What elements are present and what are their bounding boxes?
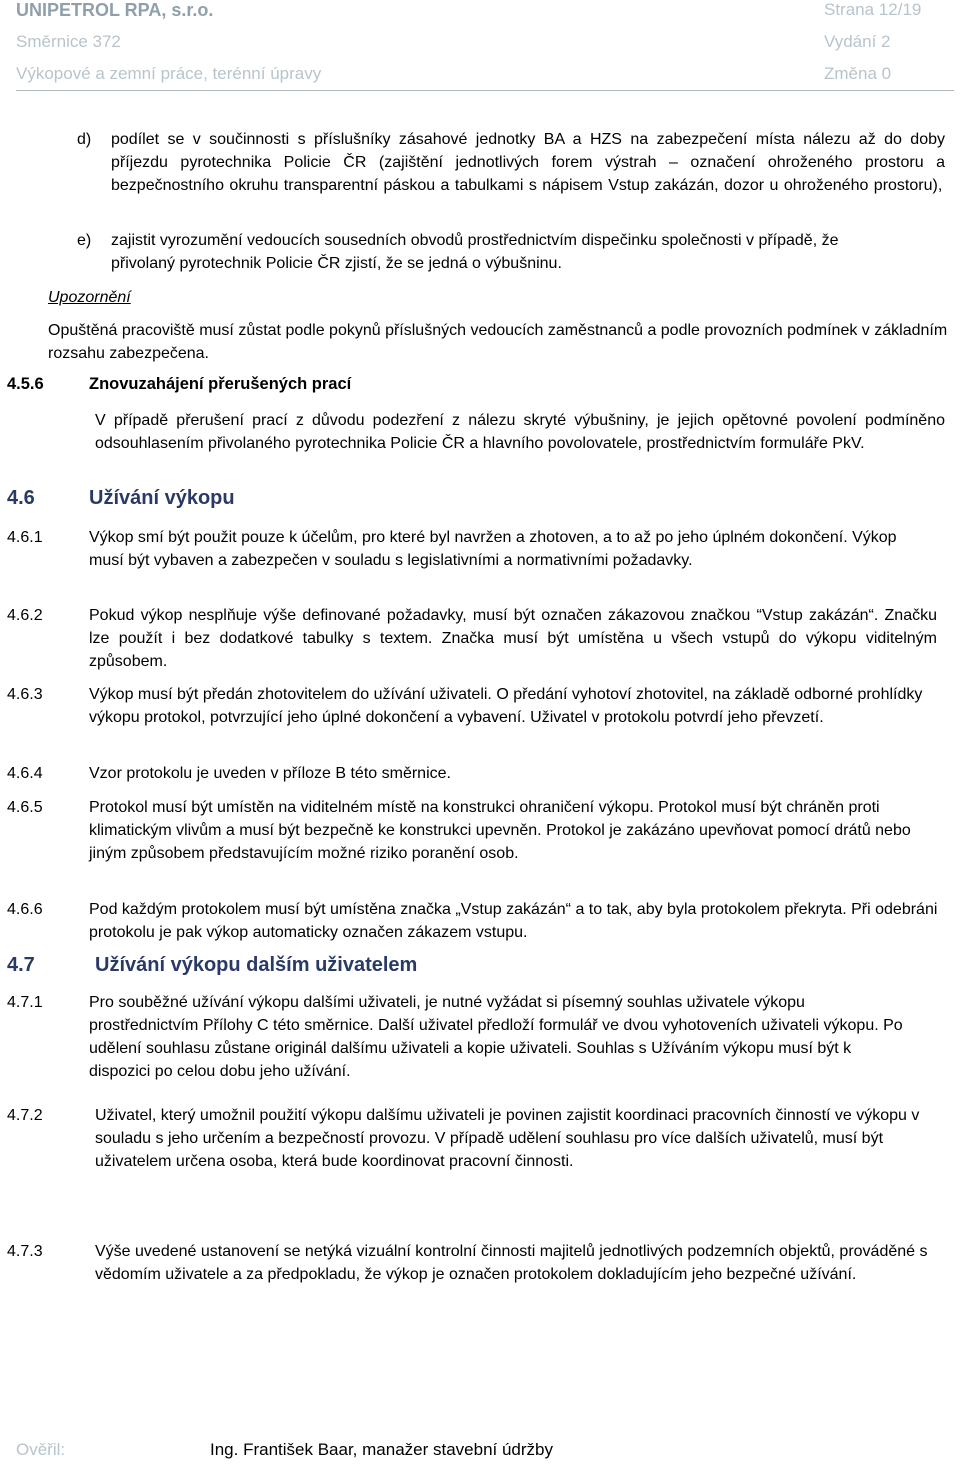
list-marker-d: d) — [77, 131, 92, 148]
list-item-e: zajistit vyrozumění vedoucích sousedních obvodů prostřednictvím dispečinku společnosti v případě, že přivolaný pyrotechnik Policie ČR zjistí, že se jedná o výbušninu. — [111, 232, 839, 272]
list-marker-e: e) — [77, 232, 92, 249]
document-subject: Výkopové a zemní práce, terénní úpravy — [16, 64, 322, 83]
company-name: UNIPETROL RPA, s.r.o. — [16, 0, 214, 20]
list-item-d: podílet se v součinnosti s příslušníky zásahové jednotky BA a HZS na zabezpečení místa nálezu až do doby příjezdu pyrotechnika Policie ČR (zajištění jednotlivých forem výstrah – označení ohroženého prostoru a bezpečnostního okruhu transparentní páskou a tabulkami s nápisem Vstup zakázán, dozor u ohroženého prostoru), — [111, 131, 945, 194]
header-divider — [16, 90, 954, 91]
section-4-6-1-number: 4.6.1 — [7, 529, 43, 546]
warning-text: Opuštěná pracoviště musí zůstat podle pokynů příslušných vedoucích zaměstnanců a podle provozních podmínek v základním rozsahu zabezpečena. — [48, 322, 948, 362]
section-4-7-3-text: Výše uvedené ustanovení se netýká vizuální kontrolní činnosti majitelů jednotlivých podzemních objektů, prováděné s vědomím uživatele a za předpokladu, že výkop je označen protokolem dokladujícím jeho bezpečné užívání. — [95, 1243, 928, 1283]
section-4-6-4-number: 4.6.4 — [7, 765, 43, 782]
section-4-6-5-text: Protokol musí být umístěn na viditelném místě na konstrukci ohraničení výkopu. Protokol musí být chráněn proti klimatickým vlivům a musí být bezpečně ke konstrukci upevněn. Protokol je zakázáno upevňovat pomocí drátů nebo jiným způsobem představujícím možné riziko poranění osob. — [89, 799, 911, 862]
page-number: Strana 12/19 — [824, 0, 922, 19]
section-4-6-number: 4.6 — [7, 487, 35, 509]
section-4-5-6-title: Znovuzahájení přerušených prací — [89, 375, 352, 393]
warning-label: Upozornění — [48, 289, 131, 306]
section-4-7-2-text: Uživatel, který umožnil použití výkopu dalšímu uživateli je povinen zajistit koordinaci pracovních činností ve výkopu v souladu s jeho určením a bezpečností provozu. V případě udělení souhlasu pro více dalších uživatelů, musí být uživatelem určena osoba, která bude koordinovat pracovní činnosti. — [95, 1107, 920, 1170]
section-4-6-4-text: Vzor protokolu je uveden v příloze B této směrnice. — [89, 765, 451, 782]
section-4-6-6-number: 4.6.6 — [7, 901, 43, 918]
section-4-7-2-number: 4.7.2 — [7, 1107, 43, 1124]
section-4-6-6-text: Pod každým protokolem musí být umístěna značka „Vstup zakázán“ a to tak, aby byla protokolem překryta. Při odebráni protokolu je pak výkop automaticky označen zákazem vstupu. — [89, 901, 938, 941]
section-4-6-1-text: Výkop smí být použit pouze k účelům, pro které byl navržen a zhotoven, a to až po jeho úplném dokončení. Výkop musí být vybaven a zabezpečen v souladu s legislativními a normativními požadavky. — [89, 529, 897, 569]
edition: Vydání 2 — [824, 32, 891, 51]
footer-verified-label: Ověřil: — [16, 1440, 66, 1459]
section-4-6-3-text: Výkop musí být předán zhotovitelem do užívání uživateli. O předání vyhotoví zhotovitel, na základě odborné prohlídky výkopu protokol, potvrzující jeho úplné dokončení a vybavení. Uživatel v protokolu potvrdí jeho převzetí. — [89, 686, 923, 726]
section-4-5-6-number: 4.5.6 — [7, 375, 44, 393]
section-4-6-2-number: 4.6.2 — [7, 607, 43, 624]
section-4-6-title: Užívání výkopu — [89, 487, 235, 509]
section-4-5-6-text: V případě přerušení prací z důvodu podezření z nálezu skryté výbušniny, je jejich opětovné povolení podmíněno odsouhlasením přivolaného pyrotechnika Policie ČR a hlavního povolovatele, prostřednictvím formuláře PkV. — [95, 412, 945, 452]
directive-number: Směrnice 372 — [16, 32, 121, 51]
section-4-6-3-number: 4.6.3 — [7, 686, 43, 703]
section-4-6-5-number: 4.6.5 — [7, 799, 43, 816]
section-4-7-1-number: 4.7.1 — [7, 994, 43, 1011]
section-4-7-number: 4.7 — [7, 954, 35, 976]
section-4-7-3-number: 4.7.3 — [7, 1243, 43, 1260]
section-4-7-1-text: Pro souběžné užívání výkopu dalšími uživateli, je nutné vyžádat si písemný souhlas uživatele výkopu prostřednictvím Přílohy C této směrnice. Další uživatel předloží formulář ve dvou vyhotoveních uživateli výkopu. Po udělení souhlasu zůstane originál dalšímu uživateli a kopie uživateli. Souhlas s Užíváním výkopu musí být k dispozici po celou dobu jeho užívání. — [89, 994, 903, 1080]
section-4-6-2-text: Pokud výkop nesplňuje výše definované požadavky, musí být označen zákazovou značkou “Vstup zakázán“. Značku lze použít i bez dodatkové tabulky s textem. Značka musí být umístěna u všech vstupů do výkopu viditelným způsobem. — [89, 607, 937, 670]
footer-verifier-name: Ing. František Baar, manažer stavební údržby — [210, 1440, 554, 1459]
change-number: Změna 0 — [824, 64, 892, 83]
section-4-7-title: Užívání výkopu dalším uživatelem — [95, 954, 418, 976]
